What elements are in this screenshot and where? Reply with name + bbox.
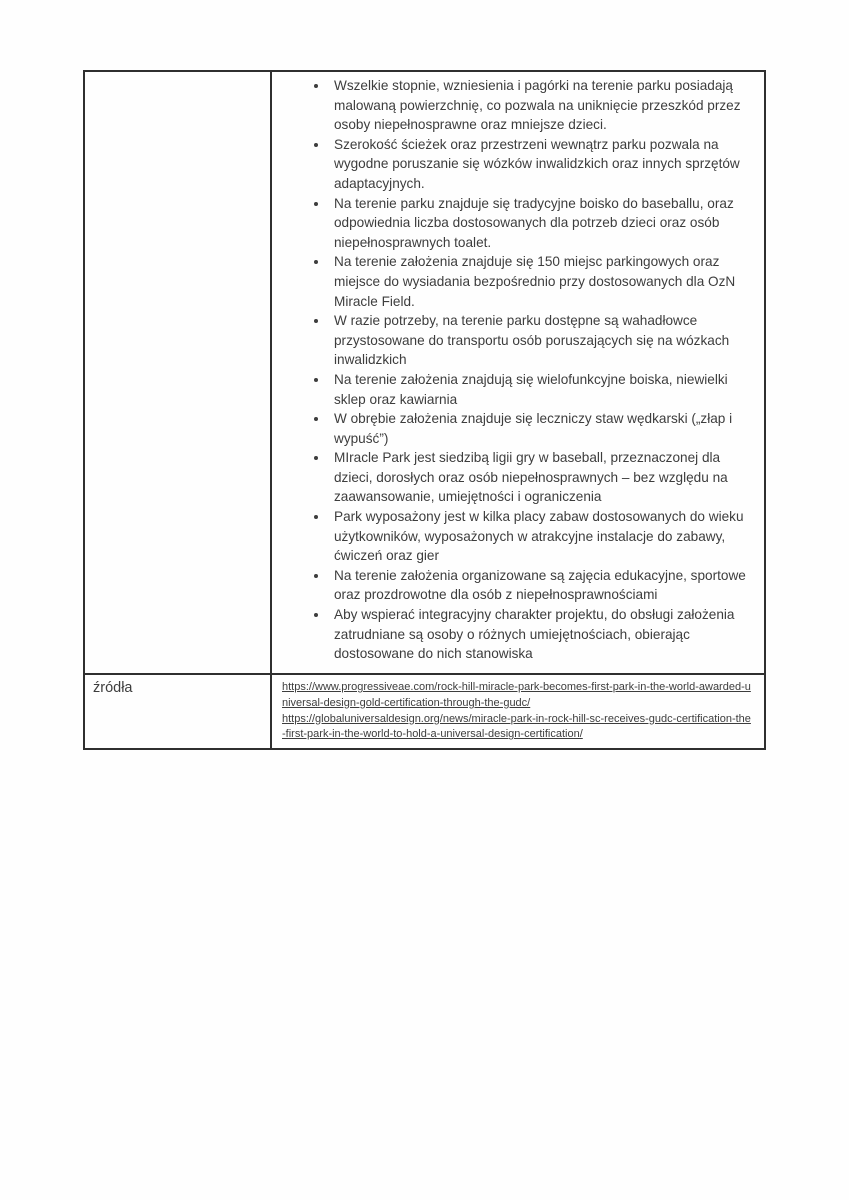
feature-bullet-item: • Na terenie założenia znajdują się wielofunkcyjne boiska, niewielki sklep oraz kawiarnia [329,370,752,409]
source-links [282,680,752,743]
feature-bullet-list [272,76,756,664]
feature-bullet-item: • Na terenie założenia organizowane są zajęcia edukacyjne, sportowe oraz prozdrowotne dla osób z niepełnosprawnościami [329,566,752,605]
table-cell-row1-label [85,72,272,673]
feature-bullet-item: • Park wyposażony jest w kilka placy zabaw dostosowanych do wieku użytkowników, wyposażonych w atrakcyjne instalacje do zabawy, ćwiczeń oraz gier [329,507,752,566]
table-cell-sources-label [85,673,272,748]
feature-bullet-item: • Aby wspierać integracyjny charakter projektu, do obsługi założenia zatrudniane są osoby o różnych umiejętnościach, obierając dostosowane do nich stanowiska [329,605,752,664]
feature-bullet-item: • Na terenie parku znajduje się tradycyjne boisko do baseballu, oraz odpowiednia liczba dostosowanych dla potrzeb dzieci oraz osób niepełnosprawnych toalet. [329,194,752,253]
table-cell-sources [272,673,764,748]
source-link[interactable]: https://globaluniversaldesign.org/news/miracle-park-in-rock-hill-sc-receives-gudc-certification-the-first-park-in-the-world-to-hold-a-universal-design-certification/ [282,712,751,741]
feature-bullet-item: • Wszelkie stopnie, wzniesienia i pagórki na terenie parku posiadają malowaną powierzchnię, co pozwala na uniknięcie przeszkód przez osoby niepełnosprawne oraz mniejsze dzieci. [329,76,752,135]
sources-label: źródła [93,680,133,696]
feature-bullet-item: • Na terenie założenia znajduje się 150 miejsc parkingowych oraz miejsce do wysiadania bezpośrednio przy dostosowanych dla OzN Miracle Field. [329,252,752,311]
feature-bullet-item: • W obrębie założenia znajduje się leczniczy staw wędkarski („złap i wypuść”) [329,409,752,448]
source-link[interactable]: https://www.progressiveae.com/rock-hill-miracle-park-becomes-first-park-in-the-world-awarded-universal-design-gold-certification-through-the-gudc/ [282,681,751,709]
feature-bullet-item: • W razie potrzeby, na terenie parku dostępne są wahadłowce przystosowane do transportu osób poruszających się na wózkach inwalidzkich [329,311,752,370]
feature-bullet-item: • Szerokość ścieżek oraz przestrzeni wewnątrz parku pozwala na wygodne poruszanie się wózków inwalidzkich oraz innych sprzętów adaptacyjnych. [329,135,752,194]
content-table [83,70,766,750]
table-cell-features [272,72,764,673]
feature-bullet-item: • MIracle Park jest siedzibą ligii gry w baseball, przeznaczonej dla dzieci, dorosłych oraz osób niepełnosprawnych – bez względu na zaawansowanie, umiejętności i ograniczenia [329,448,752,507]
